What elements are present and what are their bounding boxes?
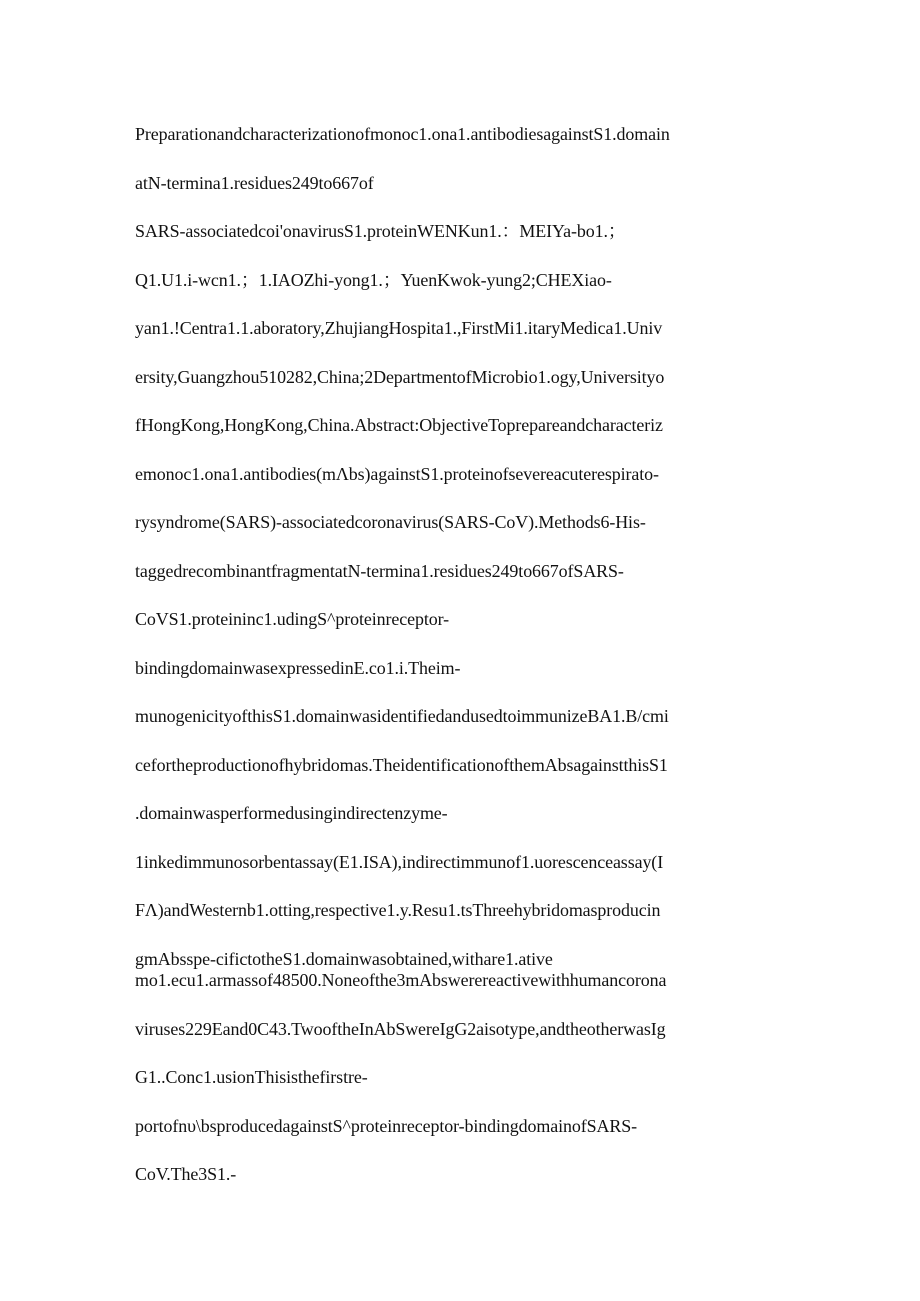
text-line: emonoc1.ona1.antibodies(mΛbs)againstS1.proteinofsevereacuterespirato- [135, 463, 659, 484]
text-line: .domainwasperformedusingindirectenzyme- [135, 803, 448, 823]
text-line: rysyndrome(SARS)-associatedcoronavirus(SARS-CoV).Methods6-His- [135, 512, 646, 532]
text-line: fHongKong,HongKong,China.Abstract:ObjectiveTopreparеandcharacteriz [135, 415, 663, 435]
text-line: CoV.The3S1.- [135, 1164, 237, 1184]
abstract-text [135, 118, 795, 1207]
text-line: CoVS1.proteininc1.udingS^proteinreceptor- [135, 609, 449, 629]
text-line: SARS-associatedcoi'onavirusS1.proteinWENKun1.：MEIYa-bo1.； [135, 221, 626, 241]
text-line: cefortheproductionofhybridomas.TheidentificationofthemAbsagainstthisS1 [135, 754, 668, 775]
text-line: mo1.ecu1.armassof48500.Noneofthe3mAbswerereactivewithhumancorona [135, 970, 667, 990]
text-line: yan1.!Centra1.1.aboratory,ZhujiangHospita1.,FirstMi1.itaryMedica1.Univ [135, 318, 663, 338]
text-line: ersity,Guangzhou510282,China;2DepartmentofMicrobio1.ogy,Universityo [135, 366, 665, 387]
text-line: taggedrecombinantfragmentatN-termina1.residues249to667ofSARS- [135, 560, 624, 581]
text-line: Preparationandcharacterizationofmonoc1.ona1.antibodiesagainstS1.domain [135, 124, 670, 144]
text-line: G1..Conc1.usionThisisthefirstre- [135, 1067, 368, 1087]
text-line: Q1.U1.i-wcn1.；1.IAOZhi-yong1.；YuenKwok-yung2;CHEXiao- [135, 269, 612, 290]
text-line: viruses229Eand0C43.TwooftheInAbSwereIgG2aisotype,andtheotherwasIg [135, 1018, 666, 1039]
text-line: atN-termina1.residues249to667of [135, 172, 374, 193]
text-line: munogenicityofthisS1.domainwasidentifiedandusedtoimmunizeBA1.B/cmi [135, 706, 669, 726]
text-line: gmAbsspe-cifictotheS1.domainwasobtained,withare1.ative [135, 948, 553, 969]
text-line: 1inkedimmunosorbentassay(E1.ISA),indirectimmunof1.uorescenceassay(I [135, 851, 664, 872]
text-line: FΛ)andWesternb1.otting,respective1.y.Resu1.tsThreehybridomasproducin [135, 900, 661, 920]
text-line: bindingdomainwasexpressedinE.co1.i.Theim- [135, 657, 461, 678]
text-line: portofnυ\bsproducedagainstS^proteinreceptor-bindingdomainofSARS- [135, 1115, 638, 1136]
